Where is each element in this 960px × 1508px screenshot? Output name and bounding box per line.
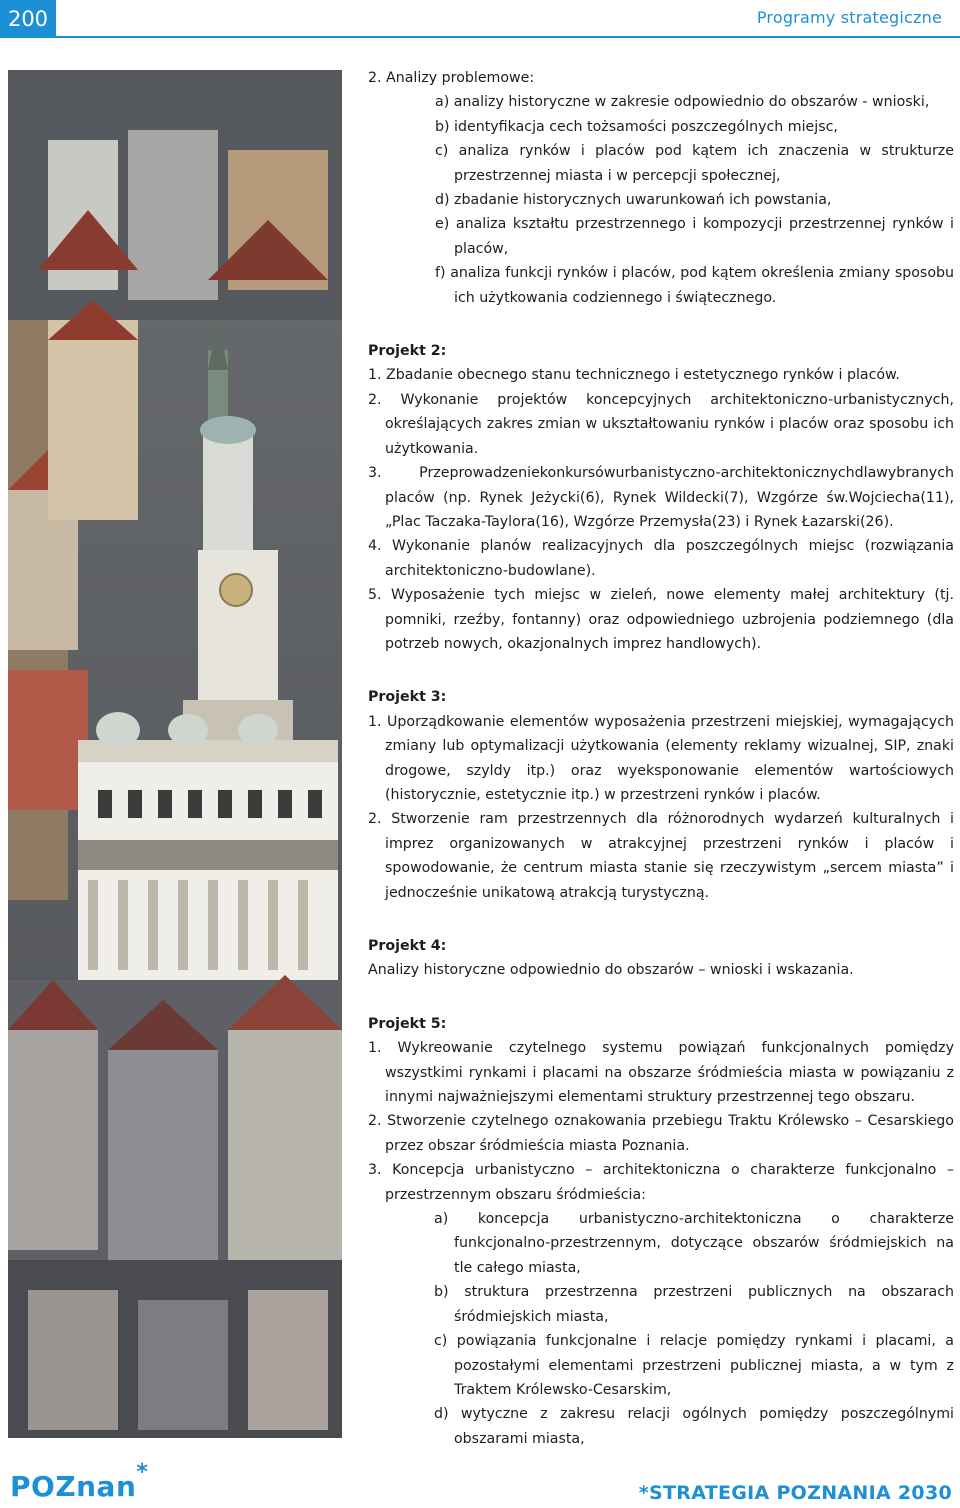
- project-3-title: Projekt 3:: [368, 689, 447, 706]
- intro-subitem: b) identyfikacja cech tożsamości poszczególnych miejsc,: [435, 118, 838, 135]
- page-number: 200: [0, 0, 56, 38]
- intro-subitem: e) analiza kształtu przestrzennego i kompozycji przestrzennej rynków i placów,: [435, 216, 954, 257]
- project-5-item: 3. Koncepcja urbanistyczno – architektoniczna o charakterze funkcjonalno – przestrzennym obszaru śródmieścia:: [368, 1162, 954, 1203]
- footer-tagline: *STRATEGIA POZNANIA 2030: [638, 1482, 952, 1504]
- intro-heading: 2. Analizy problemowe:: [368, 70, 535, 86]
- project-2-item: 2. Wykonanie projektów koncepcyjnych architektoniczno-urbanistycznych, określających zakres zmian w ukształtowaniu rynków i placów oraz sposobu ich użytkowania.: [368, 391, 954, 457]
- project-5-subitem: c) powiązania funkcjonalne i relacje pomiędzy rynkami i placami, a pozostałymi elementami przestrzeni publicznej miasta, a w tym z Traktem Królewsko-Cesarskim,: [434, 1333, 954, 1398]
- project-2-item: 3. Przeprowadzeniekonkursówurbanistyczno-architektonicznychdlawybranych placów (np. Rynek Jeżycki(6), Rynek Wildecki(7), Wzgórze św.Wojciecha(11), „Plac Taczaka-Taylora(16), Wzgórze Przemysła(23) i Rynek Łazarski(26).: [368, 465, 954, 530]
- section-title: Programy strategiczne: [756, 8, 942, 27]
- project-5-item: 2. Stworzenie czytelnego oznakowania przebiegu Traktu Królewsko – Cesarskiego przez obszar śródmieścia miasta Poznania.: [368, 1113, 954, 1154]
- project-2-item: 5. Wyposażenie tych miejsc w zieleń, nowe elementy małej architektury (tj. pomniki, rzeźby, fontanny) oraz odpowiedniego uzbrojenia podziemnego (dla potrzeb nowych, okazjonalnych imprez handlowych).: [368, 587, 954, 652]
- project-2-item: 1. Zbadanie obecnego stanu technicznego i estetycznego rynków i placów.: [368, 367, 900, 384]
- logo-star-icon: *: [136, 1460, 149, 1485]
- header-rule: [56, 36, 960, 38]
- intro-subitem: c) analiza rynków i placów pod kątem ich znaczenia w strukturze przestrzennej miasta i w percepcji społecznej,: [435, 143, 954, 184]
- project-3-item: 2. Stworzenie ram przestrzennych dla różnorodnych wydarzeń kulturalnych i imprez organizowanych w atrakcyjnej przestrzeni rynków i placów i spowodowanie, że centrum miasta stanie się rzeczywistym „sercem miasta” i jednocześnie unikatową atrakcją turystyczną.: [368, 811, 954, 901]
- project-5-item: 1. Wykreowanie czytelnego systemu powiązań funkcjonalnych pomiędzy wszystkimi rynkami i placami na obszarze śródmieścia miasta w powiązaniu z innymi najważniejszymi elementami struktury przestrzennej tego obszaru.: [368, 1040, 954, 1106]
- project-4-title: Projekt 4:: [368, 938, 447, 954]
- project-5-title: Projekt 5:: [368, 1015, 447, 1032]
- project-2-title: Projekt 2:: [368, 343, 447, 360]
- project-3-item: 1. Uporządkowanie elementów wyposażenia przestrzeni miejskiej, wymagających zmiany lub optymalizacji użytkowania (elementy reklamy wizualnej, SIP, znaki drogowe, szyldy itp.) oraz wyeksponowanie elementów wartościowych (historycznie, estetycznie itp.) w przestrzeni rynków i placów.: [368, 713, 954, 803]
- project-5-subitem: d) wytyczne z zakresu relacji ogólnych pomiędzy poszczególnymi obszarami miasta,: [434, 1406, 954, 1447]
- poznan-logo: [10, 1460, 149, 1504]
- logo-text: POZnan: [10, 1470, 137, 1503]
- project-4-text: Analizy historyczne odpowiednio do obszarów – wnioski i wskazania.: [368, 962, 854, 979]
- intro-subitem: a) analizy historyczne w zakresie odpowiednio do obszarów - wnioski,: [435, 94, 930, 111]
- intro-subitem: f) analiza funkcji rynków i placów, pod kątem określenia zmiany sposobu ich użytkowania codziennego i świątecznego.: [435, 265, 954, 306]
- main-content: [368, 66, 954, 1451]
- project-5-subitem: a) koncepcja urbanistyczno-architektoniczna o charakterze funkcjonalno-przestrzennym, dotyczące obszarów śródmiejskich na tle całego miasta,: [434, 1211, 954, 1276]
- project-2-item: 4. Wykonanie planów realizacyjnych dla poszczególnych miejsc (rozwiązania architektoniczno-budowlane).: [368, 538, 954, 579]
- project-5-subitem: b) struktura przestrzenna przestrzeni publicznych na obszarach śródmiejskich miasta,: [434, 1284, 954, 1325]
- intro-subitem: d) zbadanie historycznych uwarunkowań ich powstania,: [435, 192, 832, 209]
- page-header: [0, 0, 960, 38]
- town-hall-photo: [8, 70, 342, 1438]
